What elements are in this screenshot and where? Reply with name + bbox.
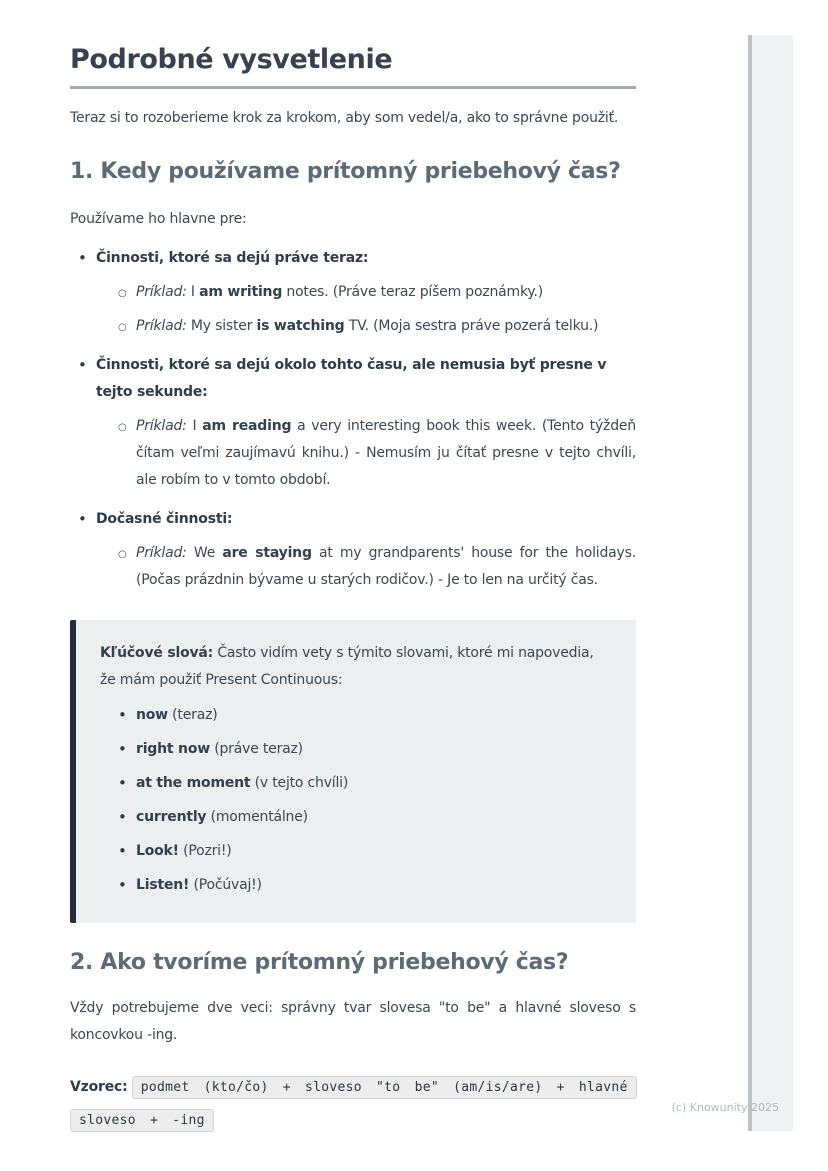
example-text: TV. (Moja sestra práve pozerá telku.) [344, 318, 599, 335]
keyword-term: right now [136, 741, 210, 758]
example-item [120, 540, 636, 594]
example-list [96, 279, 636, 340]
keyword-translation: (Pozri!) [178, 843, 232, 860]
formula-code: podmet (kto/čo) + sloveso "to be" (am/is/are) + hlavné sloveso + -ing [70, 1076, 637, 1132]
example-verb: am reading [202, 418, 292, 435]
page-title: Podrobné vysvetlenie [70, 44, 393, 75]
keyword-translation: (momentálne) [206, 809, 308, 826]
document-content [70, 0, 636, 1137]
keyword-item [114, 736, 612, 763]
example-verb: is watching [256, 318, 345, 335]
example-text: I [186, 418, 203, 435]
example-verb: am writing [199, 284, 283, 301]
keyword-term: Listen! [136, 877, 190, 894]
keywords-lead-text: Často vidím vety s týmito slovami, ktoré mi napovedia, že mám použiť Present Continuous: [100, 645, 594, 689]
section-1-lead: Používame ho hlavne pre: [70, 211, 247, 228]
example-item [120, 313, 636, 340]
usage-list [70, 245, 636, 594]
keyword-item [114, 838, 612, 865]
example-item [120, 413, 636, 494]
section-2-heading: 2. Ako tvoríme prítomný priebehový čas? [70, 950, 569, 976]
formula-line [70, 1071, 636, 1137]
example-text: a very interesting book this week. (Tento týždeň čítam veľmi zaujímavú knihu.) - Nemusím ju čítať presne v tejto chvíli, ale robím to v tomto období. [136, 418, 636, 489]
list-item [70, 352, 636, 494]
example-list [96, 413, 636, 494]
keyword-item [114, 872, 612, 899]
title-divider [70, 86, 636, 89]
keyword-term: Look! [136, 843, 179, 860]
keywords-label: Kľúčové slová: [100, 645, 214, 662]
example-text: We [186, 545, 223, 562]
keyword-translation: (práve teraz) [209, 741, 303, 758]
section-2-lead: Vždy potrebujeme dve veci: správny tvar slovesa "to be" a hlavné sloveso s koncovkou -ing. [70, 1000, 636, 1044]
example-prefix: Príklad: [136, 318, 187, 335]
keyword-translation: (teraz) [167, 707, 218, 724]
keywords-list [100, 702, 612, 899]
example-list [96, 540, 636, 594]
scrollbar[interactable] [748, 35, 793, 1131]
usage-label: Dočasné činnosti: [96, 511, 233, 528]
example-prefix: Príklad: [136, 545, 187, 562]
example-text: notes. (Práve teraz píšem poznámky.) [282, 284, 543, 301]
keyword-term: at the moment [136, 775, 251, 792]
keywords-lead [100, 640, 612, 694]
example-item [120, 279, 636, 306]
keyword-term: now [136, 707, 168, 724]
copyright-notice: (c) Knowunity 2025 [671, 1101, 779, 1114]
intro-paragraph: Teraz si to rozoberieme krok za krokom, aby som vedel/a, ako to správne použiť. [70, 110, 619, 127]
list-item [70, 506, 636, 594]
list-item [70, 245, 636, 340]
example-text: I [186, 284, 200, 301]
keyword-item [114, 770, 612, 797]
example-prefix: Príklad: [136, 418, 187, 435]
keyword-item [114, 804, 612, 831]
example-verb: are staying [222, 545, 312, 562]
usage-label: Činnosti, ktoré sa dejú okolo tohto času, ale nemusia byť presne v tejto sekunde: [96, 357, 607, 401]
section-1-heading: 1. Kedy používame prítomný priebehový čas? [70, 159, 621, 185]
example-text: at my grandparents' house for the holidays. (Počas prázdnin bývame u starých rodičov.) - Je to len na určitý čas. [136, 545, 636, 589]
keyword-translation: (Počúvaj!) [189, 877, 262, 894]
keywords-callout-box [70, 620, 636, 923]
example-prefix: Príklad: [136, 284, 187, 301]
keyword-translation: (v tejto chvíli) [250, 775, 349, 792]
usage-label: Činnosti, ktoré sa dejú práve teraz: [96, 250, 369, 267]
keyword-item [114, 702, 612, 729]
formula-label: Vzorec: [70, 1079, 128, 1096]
example-text: My sister [186, 318, 257, 335]
keyword-term: currently [136, 809, 207, 826]
